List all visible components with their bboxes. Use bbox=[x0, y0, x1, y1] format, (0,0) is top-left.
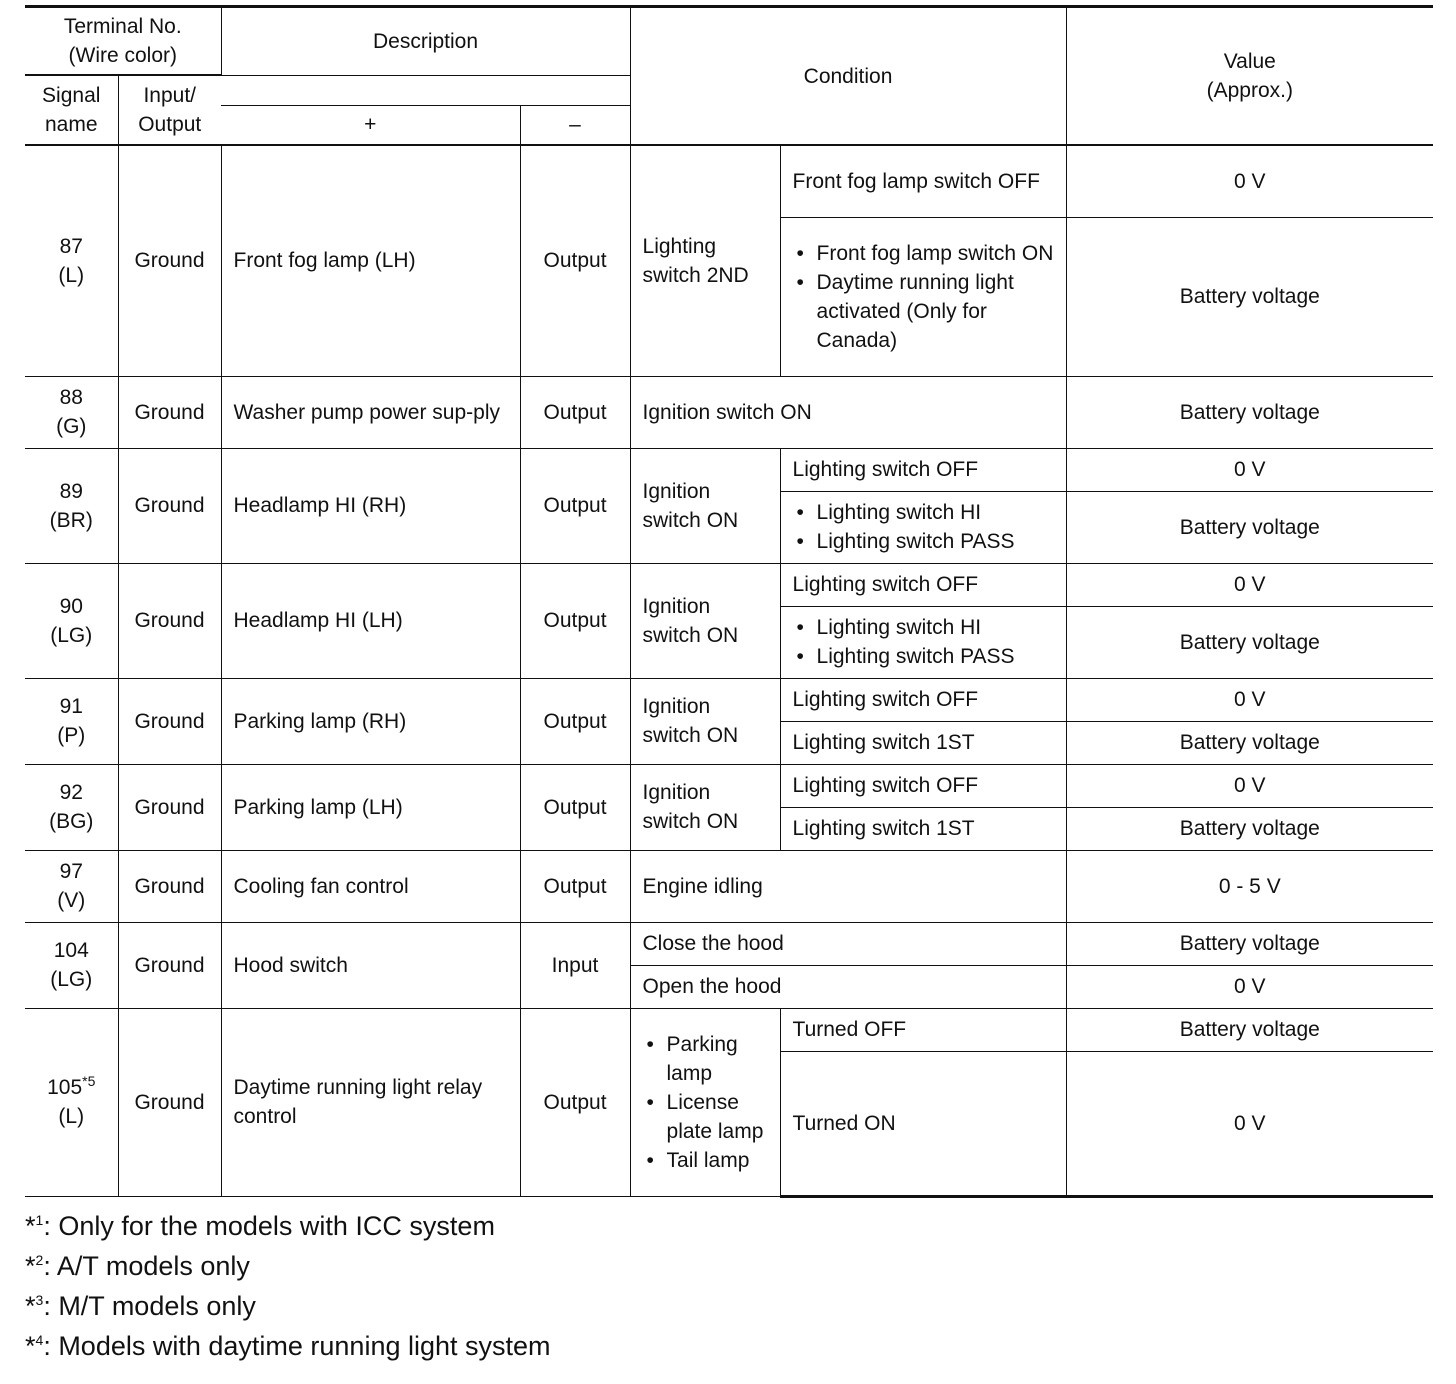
header-approx-text: (Approx.) bbox=[1206, 79, 1293, 102]
list-item: • Lighting switch PASS bbox=[793, 642, 1054, 671]
terminal-cell bbox=[25, 448, 118, 563]
footnote bbox=[25, 1326, 1433, 1366]
io-cell: Output bbox=[520, 448, 630, 563]
sub-condition-cell: Turned OFF bbox=[780, 1008, 1066, 1051]
list-item: • Parking lamp bbox=[643, 1030, 768, 1088]
terminal-cell bbox=[25, 678, 118, 764]
signal-name-cell: Parking lamp (RH) bbox=[221, 678, 520, 764]
list-item: • License plate lamp bbox=[643, 1088, 768, 1146]
terminal-number: 88 bbox=[59, 386, 83, 409]
signal-name-cell: Hood switch bbox=[221, 922, 520, 1008]
condition-cell: Engine idling bbox=[630, 850, 1066, 922]
wire-color: (P) bbox=[57, 724, 86, 747]
value-cell: Battery voltage bbox=[1066, 376, 1433, 448]
signal-name-cell: Headlamp HI (RH) bbox=[221, 448, 520, 563]
io-cell: Output bbox=[520, 376, 630, 448]
table-header bbox=[25, 7, 1433, 146]
terminal-number: 90 bbox=[59, 594, 83, 618]
list-item: • Lighting switch PASS bbox=[793, 527, 1054, 556]
sub-condition-cell: Lighting switch 1ST bbox=[780, 807, 1066, 850]
list-item: • Front fog lamp switch ON bbox=[793, 239, 1054, 268]
wire-color: (LG) bbox=[50, 623, 93, 647]
value-cell: 0 V bbox=[1066, 1051, 1433, 1196]
terminal-cell bbox=[25, 563, 118, 678]
list-item: • Tail lamp bbox=[643, 1146, 768, 1175]
terminal-number: 87 bbox=[59, 234, 83, 258]
terminal-spec-table bbox=[25, 5, 1433, 1198]
footnote-text: : A/T models only bbox=[43, 1250, 250, 1281]
terminal-cell bbox=[25, 145, 118, 376]
wire-color: (V) bbox=[57, 889, 86, 912]
condition-cell: Close the hood bbox=[630, 922, 1066, 965]
ground-cell: Ground bbox=[118, 1008, 221, 1196]
wire-color: (BR) bbox=[49, 508, 93, 532]
signal-name-cell: Headlamp HI (LH) bbox=[221, 563, 520, 678]
wire-color: (LG) bbox=[50, 968, 93, 991]
header-input-output bbox=[118, 75, 221, 145]
footnote-mark: * bbox=[25, 1330, 36, 1361]
io-cell: Output bbox=[520, 850, 630, 922]
terminal-number: 92 bbox=[59, 781, 83, 804]
terminal-number: 91 bbox=[59, 695, 83, 718]
footnote-text: : M/T models only bbox=[43, 1290, 256, 1321]
footnote-number: 4 bbox=[35, 1331, 44, 1348]
io-cell: Input bbox=[520, 922, 630, 1008]
terminal-number: 105 bbox=[47, 1076, 83, 1099]
footnote-number: 1 bbox=[35, 1211, 44, 1228]
footnote bbox=[25, 1206, 1433, 1246]
table-row bbox=[25, 448, 1433, 491]
signal-name-cell: Parking lamp (LH) bbox=[221, 764, 520, 850]
condition-cell: Ignition switch ON bbox=[630, 764, 780, 850]
condition-cell: Lighting switch 2ND bbox=[630, 145, 780, 376]
condition-cell bbox=[630, 1008, 780, 1196]
table-row bbox=[25, 1008, 1433, 1051]
condition-cell: Ignition switch ON bbox=[630, 448, 780, 563]
signal-name-cell: Cooling fan control bbox=[221, 850, 520, 922]
condition-cell: Ignition switch ON bbox=[630, 376, 1066, 448]
io-cell: Output bbox=[520, 1008, 630, 1196]
io-cell: Output bbox=[520, 563, 630, 678]
value-cell: 0 V bbox=[1066, 563, 1433, 606]
condition-cell: Ignition switch ON bbox=[630, 563, 780, 678]
sub-condition-cell: Front fog lamp switch OFF bbox=[780, 145, 1066, 217]
bullet-list bbox=[793, 613, 1054, 671]
terminal-number: 97 bbox=[59, 860, 83, 883]
ground-cell: Ground bbox=[118, 678, 221, 764]
terminal-number: 104 bbox=[53, 939, 89, 962]
io-cell: Output bbox=[520, 678, 630, 764]
value-cell: 0 V bbox=[1066, 145, 1433, 217]
sub-condition-cell bbox=[780, 217, 1066, 376]
terminal-cell bbox=[25, 376, 118, 448]
footnote-mark: * bbox=[25, 1250, 36, 1281]
ground-cell: Ground bbox=[118, 563, 221, 678]
table-row bbox=[25, 678, 1433, 721]
header-signal-name: Signal name bbox=[25, 75, 118, 145]
wire-color: (G) bbox=[56, 415, 87, 438]
value-cell: Battery voltage bbox=[1066, 807, 1433, 850]
footnote-text: : Only for the models with ICC system bbox=[43, 1210, 495, 1241]
list-item: • Daytime running light activated (Only for Canada) bbox=[793, 268, 1054, 355]
sub-condition-cell bbox=[780, 491, 1066, 563]
wire-color: (BG) bbox=[49, 810, 94, 833]
table-body bbox=[25, 145, 1433, 1196]
terminal-cell bbox=[25, 764, 118, 850]
footnote bbox=[25, 1246, 1433, 1286]
header-value bbox=[1066, 7, 1433, 146]
terminal-number: 89 bbox=[59, 479, 83, 503]
table-row bbox=[25, 764, 1433, 807]
value-cell: 0 V bbox=[1066, 678, 1433, 721]
sub-condition-cell: Lighting switch OFF bbox=[780, 678, 1066, 721]
list-item: • Lighting switch HI bbox=[793, 498, 1054, 527]
terminal-cell bbox=[25, 922, 118, 1008]
header-condition: Condition bbox=[630, 7, 1066, 146]
value-cell: 0 V bbox=[1066, 448, 1433, 491]
sub-condition-cell: Lighting switch OFF bbox=[780, 563, 1066, 606]
header-input-text: Input/ bbox=[143, 84, 197, 107]
sub-condition-cell: Lighting switch OFF bbox=[780, 764, 1066, 807]
terminal-cell bbox=[25, 1008, 118, 1196]
value-cell: Battery voltage bbox=[1066, 217, 1433, 376]
terminal-cell bbox=[25, 850, 118, 922]
value-cell: 0 - 5 V bbox=[1066, 850, 1433, 922]
value-cell: Battery voltage bbox=[1066, 491, 1433, 563]
value-cell: Battery voltage bbox=[1066, 606, 1433, 678]
value-cell: 0 V bbox=[1066, 965, 1433, 1008]
ground-cell: Ground bbox=[118, 922, 221, 1008]
terminal-footnote-mark: *5 bbox=[82, 1073, 96, 1089]
signal-name-cell: Daytime running light relay control bbox=[221, 1008, 520, 1196]
wire-color: (L) bbox=[58, 1105, 85, 1128]
table-row bbox=[25, 376, 1433, 448]
header-plus: + bbox=[221, 105, 520, 145]
table-row bbox=[25, 922, 1433, 965]
footnote-number: 3 bbox=[35, 1291, 44, 1308]
header-output-text: Output bbox=[138, 113, 202, 136]
table-row bbox=[25, 145, 1433, 217]
footnotes bbox=[25, 1206, 1433, 1366]
ground-cell: Ground bbox=[118, 764, 221, 850]
condition-cell: Open the hood bbox=[630, 965, 1066, 1008]
header-minus: – bbox=[520, 105, 630, 145]
value-cell: 0 V bbox=[1066, 764, 1433, 807]
condition-cell: Ignition switch ON bbox=[630, 678, 780, 764]
list-item: • Lighting switch HI bbox=[793, 613, 1054, 642]
ground-cell: Ground bbox=[118, 376, 221, 448]
wire-color: (L) bbox=[58, 263, 85, 287]
value-cell: Battery voltage bbox=[1066, 1008, 1433, 1051]
bullet-list bbox=[793, 239, 1054, 355]
value-cell: Battery voltage bbox=[1066, 922, 1433, 965]
ground-cell: Ground bbox=[118, 850, 221, 922]
sub-condition-cell: Turned ON bbox=[780, 1051, 1066, 1196]
signal-name-cell: Washer pump power sup-ply bbox=[221, 376, 520, 448]
header-terminal-no-text: Terminal No. bbox=[63, 15, 182, 38]
footnote-mark: * bbox=[25, 1290, 36, 1321]
signal-name-cell: Front fog lamp (LH) bbox=[221, 145, 520, 376]
table-row bbox=[25, 850, 1433, 922]
io-cell: Output bbox=[520, 145, 630, 376]
footnote-text: : Models with daytime running light system bbox=[43, 1330, 551, 1361]
ground-cell: Ground bbox=[118, 145, 221, 376]
io-cell: Output bbox=[520, 764, 630, 850]
document bbox=[25, 5, 1433, 1366]
sub-condition-cell: Lighting switch OFF bbox=[780, 448, 1066, 491]
value-cell: Battery voltage bbox=[1066, 721, 1433, 764]
footnote bbox=[25, 1286, 1433, 1326]
footnote-mark: * bbox=[25, 1210, 36, 1241]
header-description: Description bbox=[221, 7, 630, 76]
sub-condition-cell bbox=[780, 606, 1066, 678]
ground-cell: Ground bbox=[118, 448, 221, 563]
header-terminal-no bbox=[25, 7, 221, 76]
bullet-list bbox=[793, 498, 1054, 556]
footnote-number: 2 bbox=[35, 1251, 44, 1268]
sub-condition-cell: Lighting switch 1ST bbox=[780, 721, 1066, 764]
bullet-list bbox=[643, 1030, 768, 1175]
header-wire-color-text: (Wire color) bbox=[68, 44, 177, 67]
header-value-text: Value bbox=[1223, 50, 1276, 73]
table-row bbox=[25, 563, 1433, 606]
